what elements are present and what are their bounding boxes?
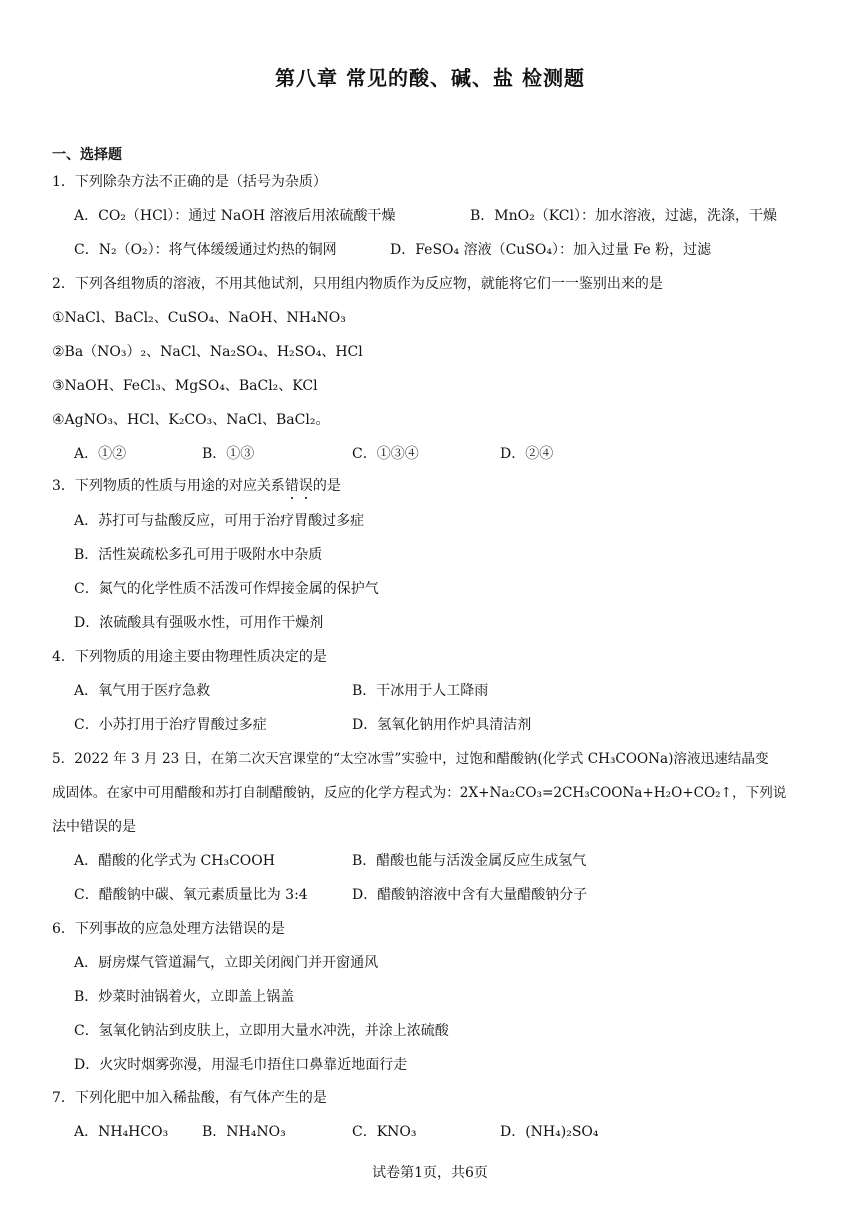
question-4-option-b: B．干冰用于人工降雨 — [352, 683, 489, 699]
question-5-option-d: D．醋酸钠溶液中含有大量醋酸钠分子 — [352, 887, 588, 903]
question-6-option-d: D．火灾时烟雾弥漫，用湿毛巾捂住口鼻靠近地面行走 — [74, 1057, 408, 1073]
question-3-option-a: A．苏打可与盐酸反应，可用于治疗胃酸过多症 — [74, 513, 365, 529]
question-1-option-a: A．CO₂（HCl）：通过 NaOH 溶液后用浓硫酸干燥 — [74, 208, 396, 224]
question-4-option-a: A．氧气用于医疗急救 — [74, 683, 211, 699]
question-2-option-a: A．①② — [74, 446, 127, 462]
question-6-option-b: B．炒菜时油锅着火，立即盖上锅盖 — [74, 989, 295, 1005]
emphasis-char-2: 误 — [298, 478, 313, 494]
question-1-option-b: B．MnO₂（KCl）：加水溶液，过滤，洗涤，干燥 — [470, 208, 778, 224]
question-5-stem-line-3: 法中错误的是 — [52, 819, 136, 835]
question-4-stem: 4．下列物质的用途主要由物理性质决定的是 — [52, 649, 327, 665]
question-2-group-1: ①NaCl、BaCl₂、CuSO₄、NaOH、NH₄NO₃ — [52, 310, 346, 326]
question-3-stem-end: 的是 — [312, 478, 341, 494]
question-2-option-c: C．①③④ — [352, 446, 419, 462]
question-6-option-c: C．氢氧化钠沾到皮肤上，立即用大量水冲洗，并涂上浓硫酸 — [74, 1023, 449, 1039]
question-5-option-c: C．醋酸钠中碳、氧元素质量比为 3:4 — [74, 887, 308, 903]
question-7-stem: 7．下列化肥中加入稀盐酸，有气体产生的是 — [52, 1090, 327, 1106]
question-2-stem: 2．下列各组物质的溶液，不用其他试剂，只用组内物质作为反应物，就能将它们一一鉴别出来的是 — [52, 276, 663, 292]
question-2-group-2: ②Ba（NO₃）₂、NaCl、Na₂SO₄、H₂SO₄、HCl — [52, 344, 363, 360]
question-7-option-c: C．KNO₃ — [352, 1124, 417, 1140]
question-2-option-b: B．①③ — [202, 446, 255, 462]
question-6-stem: 6．下列事故的应急处理方法错误的是 — [52, 921, 285, 937]
question-6-option-a: A．厨房煤气管道漏气，立即关闭阀门并开窗通风 — [74, 955, 379, 971]
question-1-stem: 1．下列除杂方法不正确的是（括号为杂质） — [52, 174, 327, 190]
question-2-option-d: D．②④ — [500, 446, 554, 462]
question-3-option-d: D．浓硫酸具有强吸水性，可用作干燥剂 — [74, 615, 324, 631]
page-title: 第八章 常见的酸、碱、盐 检测题 — [275, 66, 585, 90]
question-5-stem-line-1: 5．2022 年 3 月 23 日，在第二次天宫课堂的“太空冰雪”实验中，过饱和醋酸钠(化学式 CH₃COONa)溶液迅速结晶变 — [52, 751, 769, 767]
question-2-group-4: ④AgNO₃、HCl、K₂CO₃、NaCl、BaCl₂。 — [52, 412, 330, 428]
emphasis-char-1: 错 — [284, 478, 299, 494]
question-7-option-d: D．(NH₄)₂SO₄ — [500, 1124, 599, 1140]
question-2-group-3: ③NaOH、FeCl₃、MgSO₄、BaCl₂、KCl — [52, 378, 318, 394]
section-heading: 一、选择题 — [52, 147, 122, 163]
question-5-stem-line-2: 成固体。在家中可用醋酸和苏打自制醋酸钠，反应的化学方程式为：2X+Na₂CO₃=2CH₃COONa+H₂O+CO₂↑，下列说 — [52, 785, 787, 801]
question-7-option-a: A．NH₄HCO₃ — [74, 1124, 169, 1140]
question-3-stem-start: 3．下列物质的性质与用途的对应关系 — [52, 478, 285, 494]
question-5-option-a: A．醋酸的化学式为 CH₃COOH — [74, 853, 275, 869]
question-3-option-c: C．氮气的化学性质不活泼可作焊接金属的保护气 — [74, 581, 379, 597]
question-4-option-d: D．氢氧化钠用作炉具清洁剂 — [352, 717, 532, 733]
question-7-option-b: B．NH₄NO₃ — [202, 1124, 286, 1140]
question-5-option-b: B．醋酸也能与活泼金属反应生成氢气 — [352, 853, 587, 869]
page-footer: 试卷第1页，共6页 — [372, 1165, 488, 1181]
question-3-option-b: B．活性炭疏松多孔可用于吸附水中杂质 — [74, 547, 323, 563]
question-3-stem — [52, 476, 341, 496]
question-4-option-c: C．小苏打用于治疗胃酸过多症 — [74, 717, 267, 733]
question-1-option-c: C．N₂（O₂）：将气体缓缓通过灼热的铜网 — [74, 242, 337, 258]
question-1-option-d: D．FeSO₄ 溶液（CuSO₄）：加入过量 Fe 粉，过滤 — [390, 242, 712, 258]
